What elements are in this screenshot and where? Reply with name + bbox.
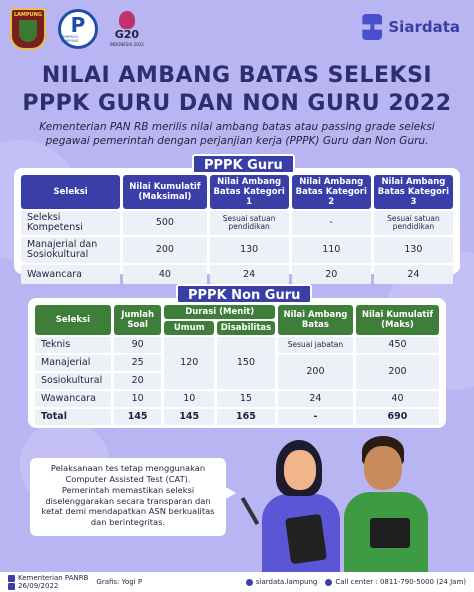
guru-table-card <box>14 168 460 280</box>
lampung-logo-label: LAMPUNG <box>13 12 43 18</box>
pen-icon <box>241 497 259 525</box>
logo-row <box>10 8 144 50</box>
table-row <box>21 237 453 263</box>
pemprov-logo <box>58 9 98 49</box>
table-cell: 110 <box>292 237 371 263</box>
table-header: Disabilitas <box>217 321 275 335</box>
nonguru-table-card <box>28 298 446 428</box>
table-header: Jumlah Soal <box>114 305 162 335</box>
table-cell: 20 <box>292 265 371 284</box>
table-header-row <box>21 175 453 209</box>
footer-social-text: siardata.lampung <box>255 578 318 586</box>
note-paragraph: Pelaksanaan tes tetap menggunakan Computer Assisted Test (CAT). <box>50 463 206 484</box>
flower-icon <box>119 11 135 29</box>
speech-bubble-tail <box>224 486 236 500</box>
table-cell: 145 <box>164 409 214 425</box>
section-tag-nonguru: PPPK Non Guru <box>176 284 312 304</box>
page-title <box>0 62 474 118</box>
table-cell: Total <box>35 409 111 425</box>
g20-logo-label: G20 <box>114 28 140 42</box>
table-cell: 25 <box>114 355 162 371</box>
table-header: Seleksi <box>35 305 111 335</box>
table-cell: 20 <box>114 373 162 389</box>
table-cell: 90 <box>114 337 162 353</box>
section-tag-guru: PPPK Guru <box>192 154 295 174</box>
footer-source-text: Kementerian PANRB <box>18 574 89 582</box>
table-header: Nilai Kumulatif (Maksimal) <box>123 175 206 209</box>
table-cell: 450 <box>356 337 439 353</box>
table-cell: 200 <box>278 355 353 389</box>
table-cell: 24 <box>278 391 353 407</box>
footer-callcenter-text: Call center : 0811-790-5000 (24 Jam) <box>335 578 466 586</box>
table-cell: Manajerial <box>35 355 111 371</box>
table-header: Nilai Ambang Batas Kategori 3 <box>374 175 453 209</box>
table-cell: 500 <box>123 211 206 235</box>
social-icon <box>246 579 253 586</box>
brand <box>362 14 460 40</box>
pemprov-logo-caption: PEMPROV LAMPUNG <box>61 35 79 43</box>
table-header: Seleksi <box>21 175 120 209</box>
table-cell: 15 <box>217 391 275 407</box>
table-cell: - <box>278 409 353 425</box>
note-paragraph: Pemerintah memastikan seleksi diselenggarakan secara transparan dan ketat demi mendapatkan ASN berkualitas dan berintegritas. <box>41 485 215 527</box>
brand-name: Siardata <box>388 18 460 36</box>
g20-logo <box>110 11 144 46</box>
table-cell: Teknis <box>35 337 111 353</box>
siardata-icon <box>362 14 382 40</box>
table-cell: Wawancara <box>35 391 111 407</box>
table-row <box>35 337 439 353</box>
footer <box>0 572 474 592</box>
table-cell: Seleksi Kompetensi <box>21 211 120 235</box>
table-cell: 24 <box>374 265 453 284</box>
table-cell: 200 <box>123 237 206 263</box>
table-row <box>35 391 439 407</box>
table-cell: 40 <box>123 265 206 284</box>
table-cell: 10 <box>114 391 162 407</box>
table-cell: 40 <box>356 391 439 407</box>
table-cell: 150 <box>217 337 275 389</box>
title-line1: NILAI AMBANG BATAS SELEKSI <box>41 63 433 88</box>
table-header: Umum <box>164 321 214 335</box>
table-cell: Sesuai jabatan <box>278 337 353 353</box>
shield-icon <box>19 20 37 42</box>
calendar-icon <box>8 583 15 590</box>
table-cell: 165 <box>217 409 275 425</box>
lampung-logo <box>10 8 46 50</box>
title-line2: PPPK GURU DAN NON GURU 2022 <box>22 91 452 116</box>
table-cell: 130 <box>374 237 453 263</box>
table-cell: 145 <box>114 409 162 425</box>
table-cell: Wawancara <box>21 265 120 284</box>
tablet-icon <box>285 514 327 565</box>
table-cell: Sesuai satuan pendidikan <box>374 211 453 235</box>
table-row <box>35 409 439 425</box>
footer-source-block <box>8 574 88 590</box>
footer-date-text: 26/09/2022 <box>18 582 59 590</box>
footer-source <box>8 574 88 582</box>
table-cell: - <box>292 211 371 235</box>
footer-date <box>8 582 88 590</box>
table-cell: 24 <box>210 265 289 284</box>
pemprov-logo-letter: P <box>70 13 86 37</box>
info-note <box>30 458 226 536</box>
table-header: Nilai Ambang Batas Kategori 2 <box>292 175 371 209</box>
footer-callcenter[interactable] <box>325 578 466 586</box>
table-cell: 690 <box>356 409 439 425</box>
table-header: Durasi (Menit) <box>164 305 274 319</box>
table-cell: Sesuai satuan pendidikan <box>210 211 289 235</box>
table-cell: 200 <box>356 355 439 389</box>
footer-social[interactable] <box>246 578 317 586</box>
footer-grafis: Grafis: Yogi P <box>96 578 143 586</box>
table-header: Nilai Kumulatif (Maks) <box>356 305 439 335</box>
woman-illustration-face <box>284 450 316 490</box>
table-cell: 10 <box>164 391 214 407</box>
page-subtitle: Kementerian PAN RB merilis nilai ambang batas atau passing grade seleksi pegawai pemerintah dengan perjanjian kerja (PPPK) Guru dan Non Guru. <box>39 121 435 147</box>
table-header: Nilai Ambang Batas Kategori 1 <box>210 175 289 209</box>
table-cell: Sosiokultural <box>35 373 111 389</box>
nonguru-table <box>32 303 442 427</box>
table-cell: 130 <box>210 237 289 263</box>
table-cell: 120 <box>164 337 214 389</box>
phone-icon <box>325 579 332 586</box>
table-header: Nilai Ambang Batas <box>278 305 353 335</box>
g20-logo-sub: INDONESIA 2022 <box>110 41 144 47</box>
table-header-row <box>35 305 439 319</box>
guru-table <box>18 173 456 286</box>
document-icon <box>8 575 15 582</box>
man-illustration-face <box>364 446 402 490</box>
table-cell: Manajerial dan Sosiokultural <box>21 237 120 263</box>
table-row <box>21 265 453 284</box>
clipboard-icon <box>370 518 410 548</box>
table-row <box>21 211 453 235</box>
